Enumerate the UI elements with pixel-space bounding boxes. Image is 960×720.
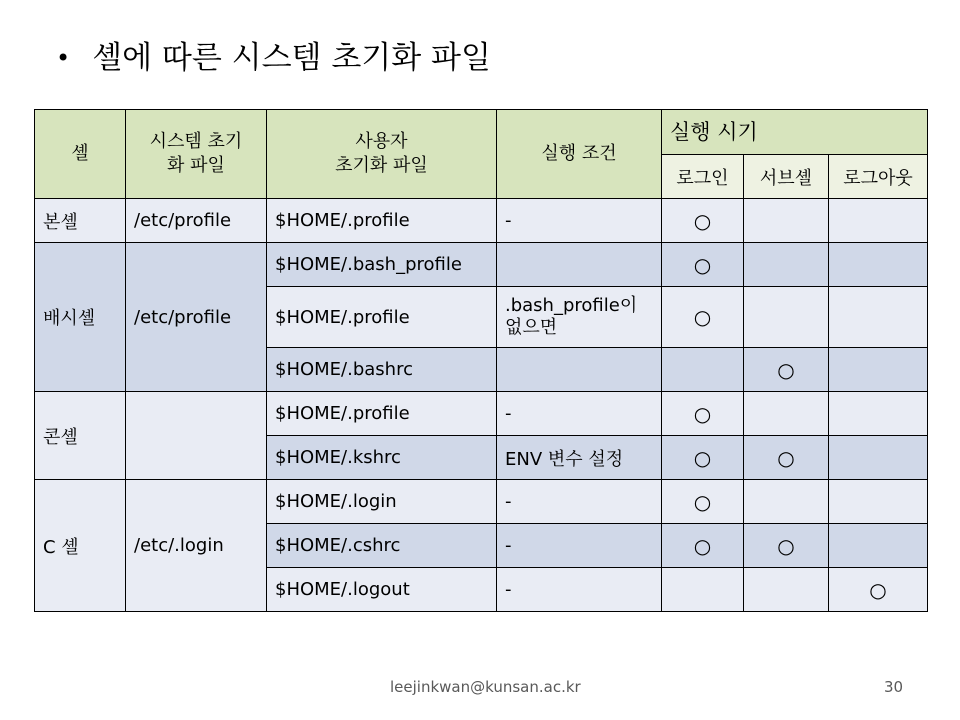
circle-mark-icon: ○: [693, 401, 712, 426]
page-number: 30: [884, 678, 904, 696]
user-file-cell: $HOME/.profile: [267, 287, 497, 348]
shell-init-files-table: [34, 109, 928, 612]
user-file-cell: $HOME/.profile: [267, 392, 497, 436]
circle-mark-icon: ○: [693, 489, 712, 514]
slide-title: [56, 34, 491, 82]
header-login: 로그인: [662, 155, 744, 199]
condition-cell: -: [497, 392, 662, 436]
header-system-init-file: 시스템 초기 화 파일: [126, 110, 267, 199]
condition-cell: -: [497, 199, 662, 243]
shell-name-cell: 배시셸: [35, 243, 126, 392]
system-file-cell: /etc/profile: [126, 243, 267, 392]
header-subshell: 서브셸: [744, 155, 829, 199]
shell-name-cell: C 셸: [35, 480, 126, 612]
circle-mark-icon: ○: [693, 445, 712, 470]
circle-mark-icon: ○: [693, 305, 712, 329]
condition-cell: [497, 348, 662, 392]
header-logout: 로그아웃: [829, 155, 928, 199]
condition-cell: [497, 243, 662, 287]
circle-mark-icon: ○: [693, 208, 712, 233]
table-row: [35, 243, 928, 287]
system-file-cell: /etc/.login: [126, 480, 267, 612]
user-file-cell: $HOME/.bash_profile: [267, 243, 497, 287]
bullet-icon: •: [56, 44, 71, 72]
header-condition: 실행 조건: [497, 110, 662, 199]
table-row: [35, 392, 928, 436]
condition-cell: -: [497, 480, 662, 524]
table-row: [35, 199, 928, 243]
user-file-cell: $HOME/.bashrc: [267, 348, 497, 392]
circle-mark-icon: ○: [777, 533, 795, 558]
header-timing: 실행 시기: [662, 110, 928, 155]
shell-name-cell: 본셸: [35, 199, 126, 243]
table-row: [35, 480, 928, 524]
circle-mark-icon: ○: [777, 445, 795, 470]
circle-mark-icon: ○: [777, 357, 795, 382]
system-file-cell: [126, 392, 267, 480]
system-file-cell: /etc/profile: [126, 199, 267, 243]
circle-mark-icon: ○: [693, 252, 712, 277]
header-user-init-file: 사용자 초기화 파일: [267, 110, 497, 199]
condition-cell: -: [497, 568, 662, 612]
condition-cell: .bash_profile이 없으면: [497, 287, 662, 348]
footer-email: leejinkwan@kunsan.ac.kr: [390, 678, 581, 696]
condition-cell: ENV 변수 설정: [497, 436, 662, 480]
shell-name-cell: 콘셸: [35, 392, 126, 480]
circle-mark-icon: ○: [693, 533, 712, 558]
header-shell: 셸: [35, 110, 126, 199]
slide-title-text: 셸에 따른 시스템 초기화 파일: [92, 40, 491, 76]
condition-cell: -: [497, 524, 662, 568]
user-file-cell: $HOME/.login: [267, 480, 497, 524]
user-file-cell: $HOME/.logout: [267, 568, 497, 612]
user-file-cell: $HOME/.cshrc: [267, 524, 497, 568]
user-file-cell: $HOME/.profile: [267, 199, 497, 243]
user-file-cell: $HOME/.kshrc: [267, 436, 497, 480]
circle-mark-icon: ○: [869, 577, 887, 602]
